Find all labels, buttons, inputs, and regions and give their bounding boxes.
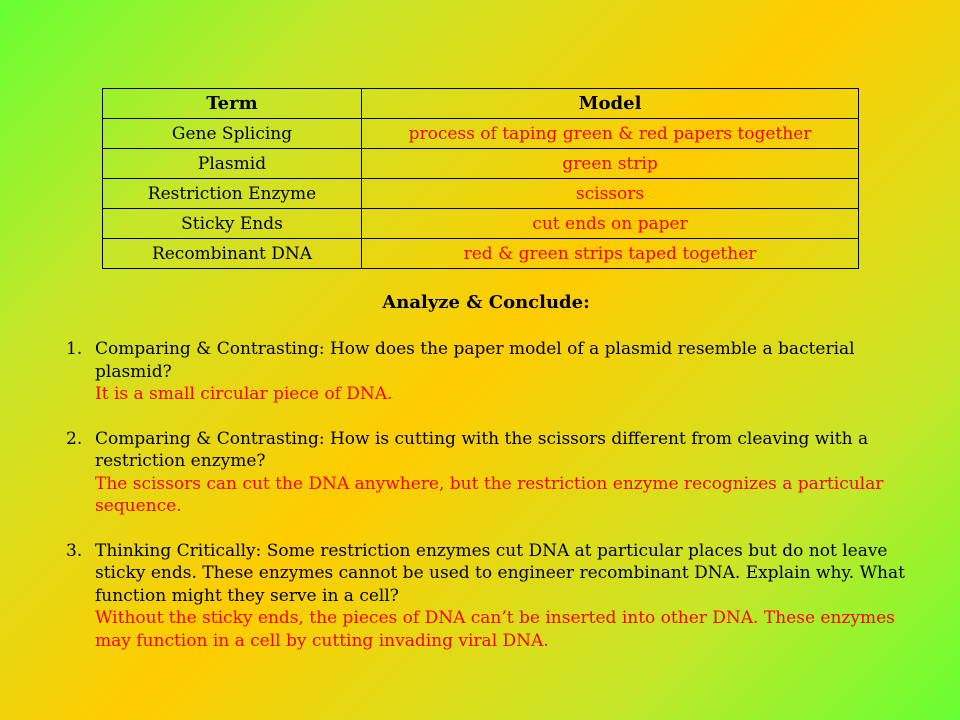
model-cell: green strip <box>362 149 859 179</box>
section-heading <box>0 292 960 313</box>
question-text: Thinking Critically: Some restriction enzymes cut DNA at particular places but do not leave sticky ends. These enzymes cannot be used to engineer recombinant DNA. Explain why. What function might they serve in a cell? <box>95 540 905 606</box>
term-cell: Restriction Enzyme <box>103 179 362 209</box>
question-number: 2. <box>66 428 83 449</box>
table-row <box>103 119 859 149</box>
answer-text: The scissors can cut the DNA anywhere, but the restriction enzyme recognizes a particular sequence. <box>95 473 884 516</box>
question-number: 3. <box>66 540 83 561</box>
table-row <box>103 149 859 179</box>
table-row <box>103 239 859 269</box>
term-cell: Plasmid <box>103 149 362 179</box>
model-cell: process of taping green & red papers together <box>362 119 859 149</box>
question-list <box>62 338 912 674</box>
question-text: Comparing & Contrasting: How is cutting with the scissors different from cleaving with a restriction enzyme? <box>95 428 869 471</box>
table-row <box>103 179 859 209</box>
term-cell: Gene Splicing <box>103 119 362 149</box>
answer-text: It is a small circular piece of DNA. <box>95 384 393 404</box>
heading-text: Analyze & Conclude: <box>382 292 590 313</box>
question-item <box>62 540 912 653</box>
question-text: Comparing & Contrasting: How does the paper model of a plasmid resemble a bacterial plasmid? <box>95 339 855 382</box>
model-cell: scissors <box>362 179 859 209</box>
header-model: Model <box>362 89 859 119</box>
term-cell: Sticky Ends <box>103 209 362 239</box>
question-item <box>62 428 912 518</box>
header-term: Term <box>103 89 362 119</box>
question-number: 1. <box>66 339 83 359</box>
question-item <box>62 338 912 406</box>
terms-table <box>102 88 859 269</box>
table-row <box>103 209 859 239</box>
table-header-row <box>103 89 859 119</box>
model-cell: red & green strips taped together <box>362 239 859 269</box>
model-cell: cut ends on paper <box>362 209 859 239</box>
answer-text: Without the sticky ends, the pieces of DNA can’t be inserted into other DNA. These enzymes may function in a cell by cutting invading viral DNA. <box>95 608 895 651</box>
term-cell: Recombinant DNA <box>103 239 362 269</box>
